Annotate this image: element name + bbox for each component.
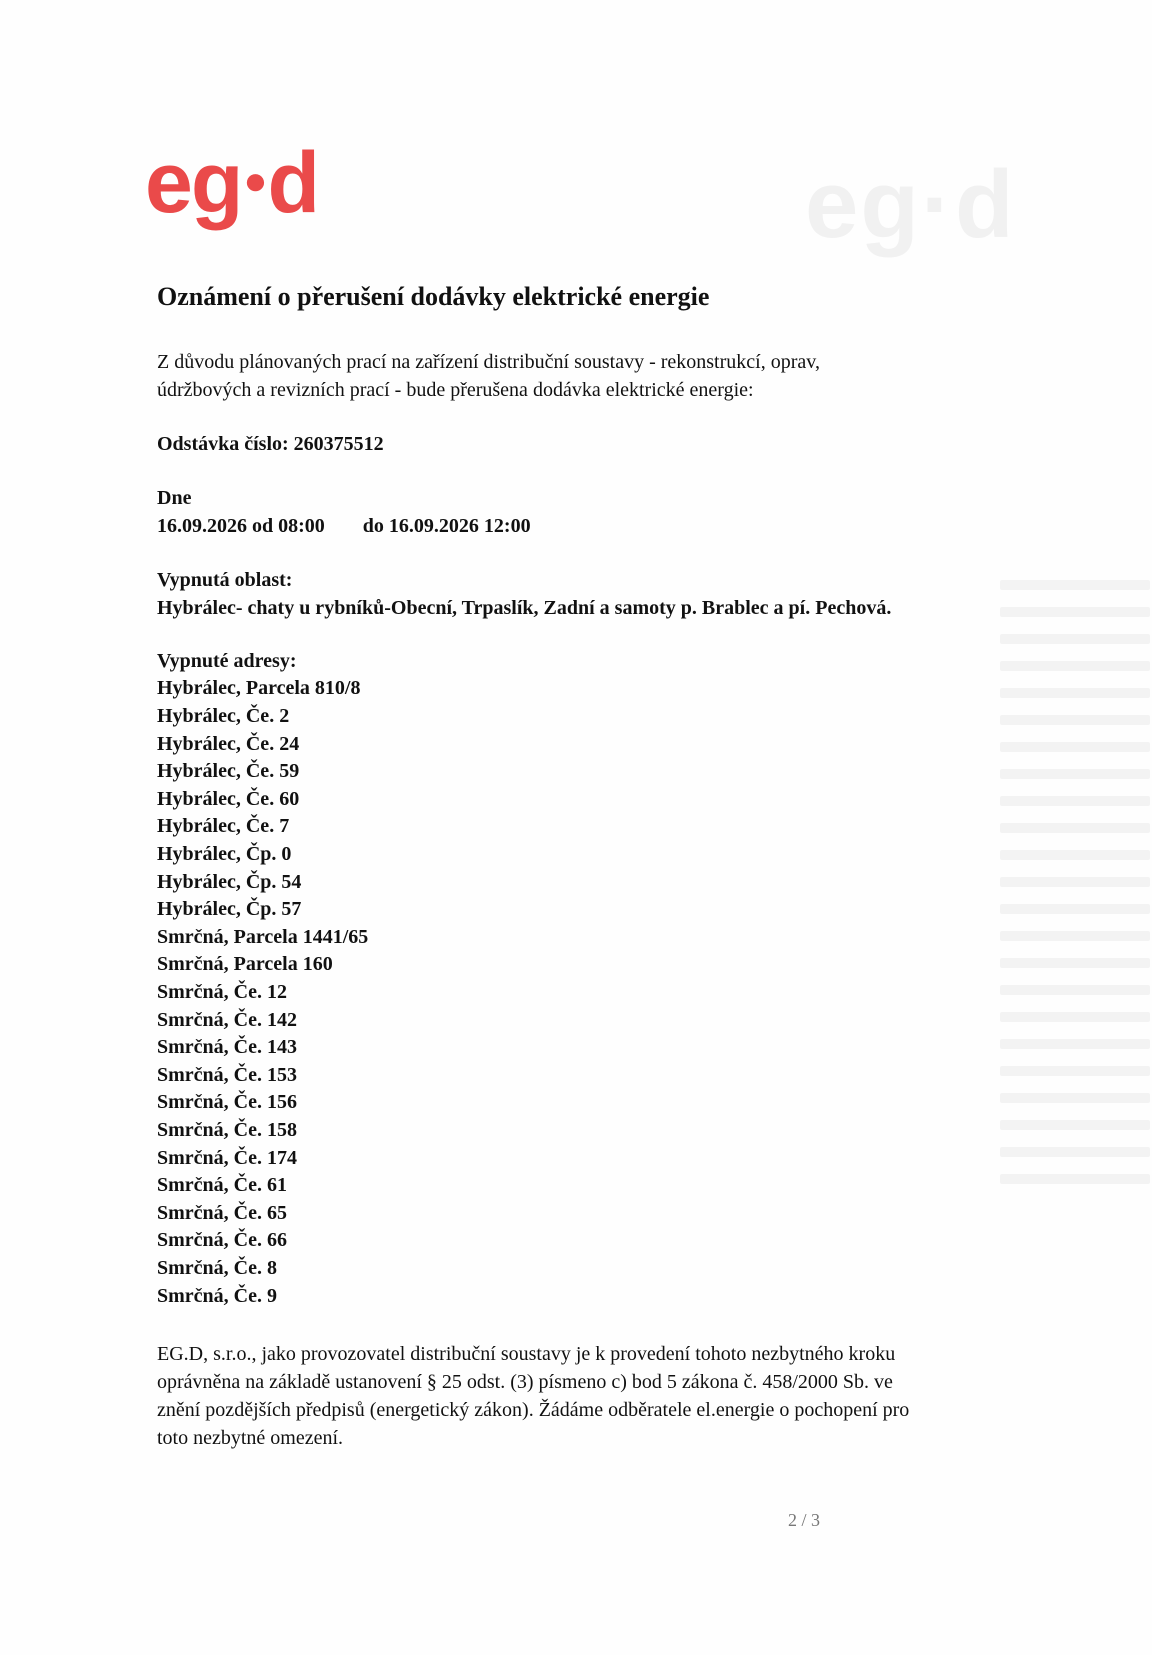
area-value: Hybrálec- chaty u rybníků-Obecní, Trpaslík, Zadní a samoty p. Brablec a pí. Pechová. bbox=[157, 596, 892, 619]
outage-number: Odstávka číslo: 260375512 bbox=[157, 432, 384, 455]
legal-line: toto nezbytné omezení. bbox=[157, 1427, 344, 1450]
address-item: Smrčná, Parcela 160 bbox=[157, 953, 333, 976]
addresses-label: Vypnuté adresy: bbox=[157, 649, 297, 672]
intro-line: údržbových a revizních prací - bude přerušena dodávka elektrické energie: bbox=[157, 378, 754, 401]
address-item: Smrčná, Parcela 1441/65 bbox=[157, 925, 369, 948]
address-item: Hybrálec, Čp. 57 bbox=[157, 898, 302, 921]
affected-area-block bbox=[157, 566, 1037, 622]
address-item: Smrčná, Če. 9 bbox=[157, 1284, 277, 1307]
address-item: Smrčná, Če. 143 bbox=[157, 1036, 297, 1059]
address-item: Hybrálec, Parcela 810/8 bbox=[157, 677, 361, 700]
outage-date-block bbox=[157, 484, 1037, 540]
date-to: do 16.09.2026 12:00 bbox=[362, 514, 531, 537]
egd-logo: eg●d bbox=[145, 135, 319, 231]
legal-paragraph bbox=[157, 1340, 1037, 1452]
date-range bbox=[157, 512, 1037, 540]
address-list bbox=[157, 675, 1037, 1310]
address-item: Hybrálec, Čp. 54 bbox=[157, 870, 302, 893]
legal-line: znění pozdějších předpisů (energetický zákon). Žádáme odběratele el.energie o pochopení pro bbox=[157, 1399, 910, 1422]
address-item: Smrčná, Če. 66 bbox=[157, 1229, 287, 1252]
address-item: Smrčná, Če. 174 bbox=[157, 1146, 297, 1169]
address-item: Hybrálec, Če. 2 bbox=[157, 705, 290, 728]
notice-body bbox=[157, 282, 1037, 1452]
area-label: Vypnutá oblast: bbox=[157, 568, 293, 591]
address-item: Smrčná, Če. 12 bbox=[157, 981, 287, 1004]
address-item: Hybrálec, Če. 7 bbox=[157, 815, 290, 838]
address-item: Smrčná, Če. 8 bbox=[157, 1256, 277, 1279]
legal-line: oprávněna na základě ustanovení § 25 odst. (3) písmeno c) bod 5 zákona č. 458/2000 Sb. ve bbox=[157, 1371, 893, 1394]
address-item: Smrčná, Če. 158 bbox=[157, 1118, 297, 1141]
intro-paragraph bbox=[157, 348, 1037, 404]
address-item: Hybrálec, Čp. 0 bbox=[157, 843, 292, 866]
page-number: 2 / 3 bbox=[788, 1510, 821, 1530]
address-item: Smrčná, Če. 61 bbox=[157, 1174, 287, 1197]
address-item: Smrčná, Če. 153 bbox=[157, 1063, 297, 1086]
legal-line: EG.D, s.r.o., jako provozovatel distribuční soustavy je k provedení tohoto nezbytného kroku bbox=[157, 1343, 896, 1366]
intro-line: Z důvodu plánovaných prací na zařízení distribuční soustavy - rekonstrukcí, oprav, bbox=[157, 350, 820, 373]
date-from: 16.09.2026 od 08:00 bbox=[157, 514, 325, 537]
address-item: Hybrálec, Če. 60 bbox=[157, 787, 300, 810]
address-item: Smrčná, Če. 142 bbox=[157, 1008, 297, 1031]
date-label: Dne bbox=[157, 486, 192, 509]
address-item: Smrčná, Če. 65 bbox=[157, 1201, 287, 1224]
affected-addresses-block bbox=[157, 648, 1037, 1310]
address-item: Hybrálec, Če. 59 bbox=[157, 760, 300, 783]
address-item: Smrčná, Če. 156 bbox=[157, 1091, 297, 1114]
notice-title: Oznámení o přerušení dodávky elektrické energie bbox=[157, 282, 710, 311]
address-item: Hybrálec, Če. 24 bbox=[157, 732, 300, 755]
bleed-through-logo: eg·d bbox=[805, 151, 1016, 258]
